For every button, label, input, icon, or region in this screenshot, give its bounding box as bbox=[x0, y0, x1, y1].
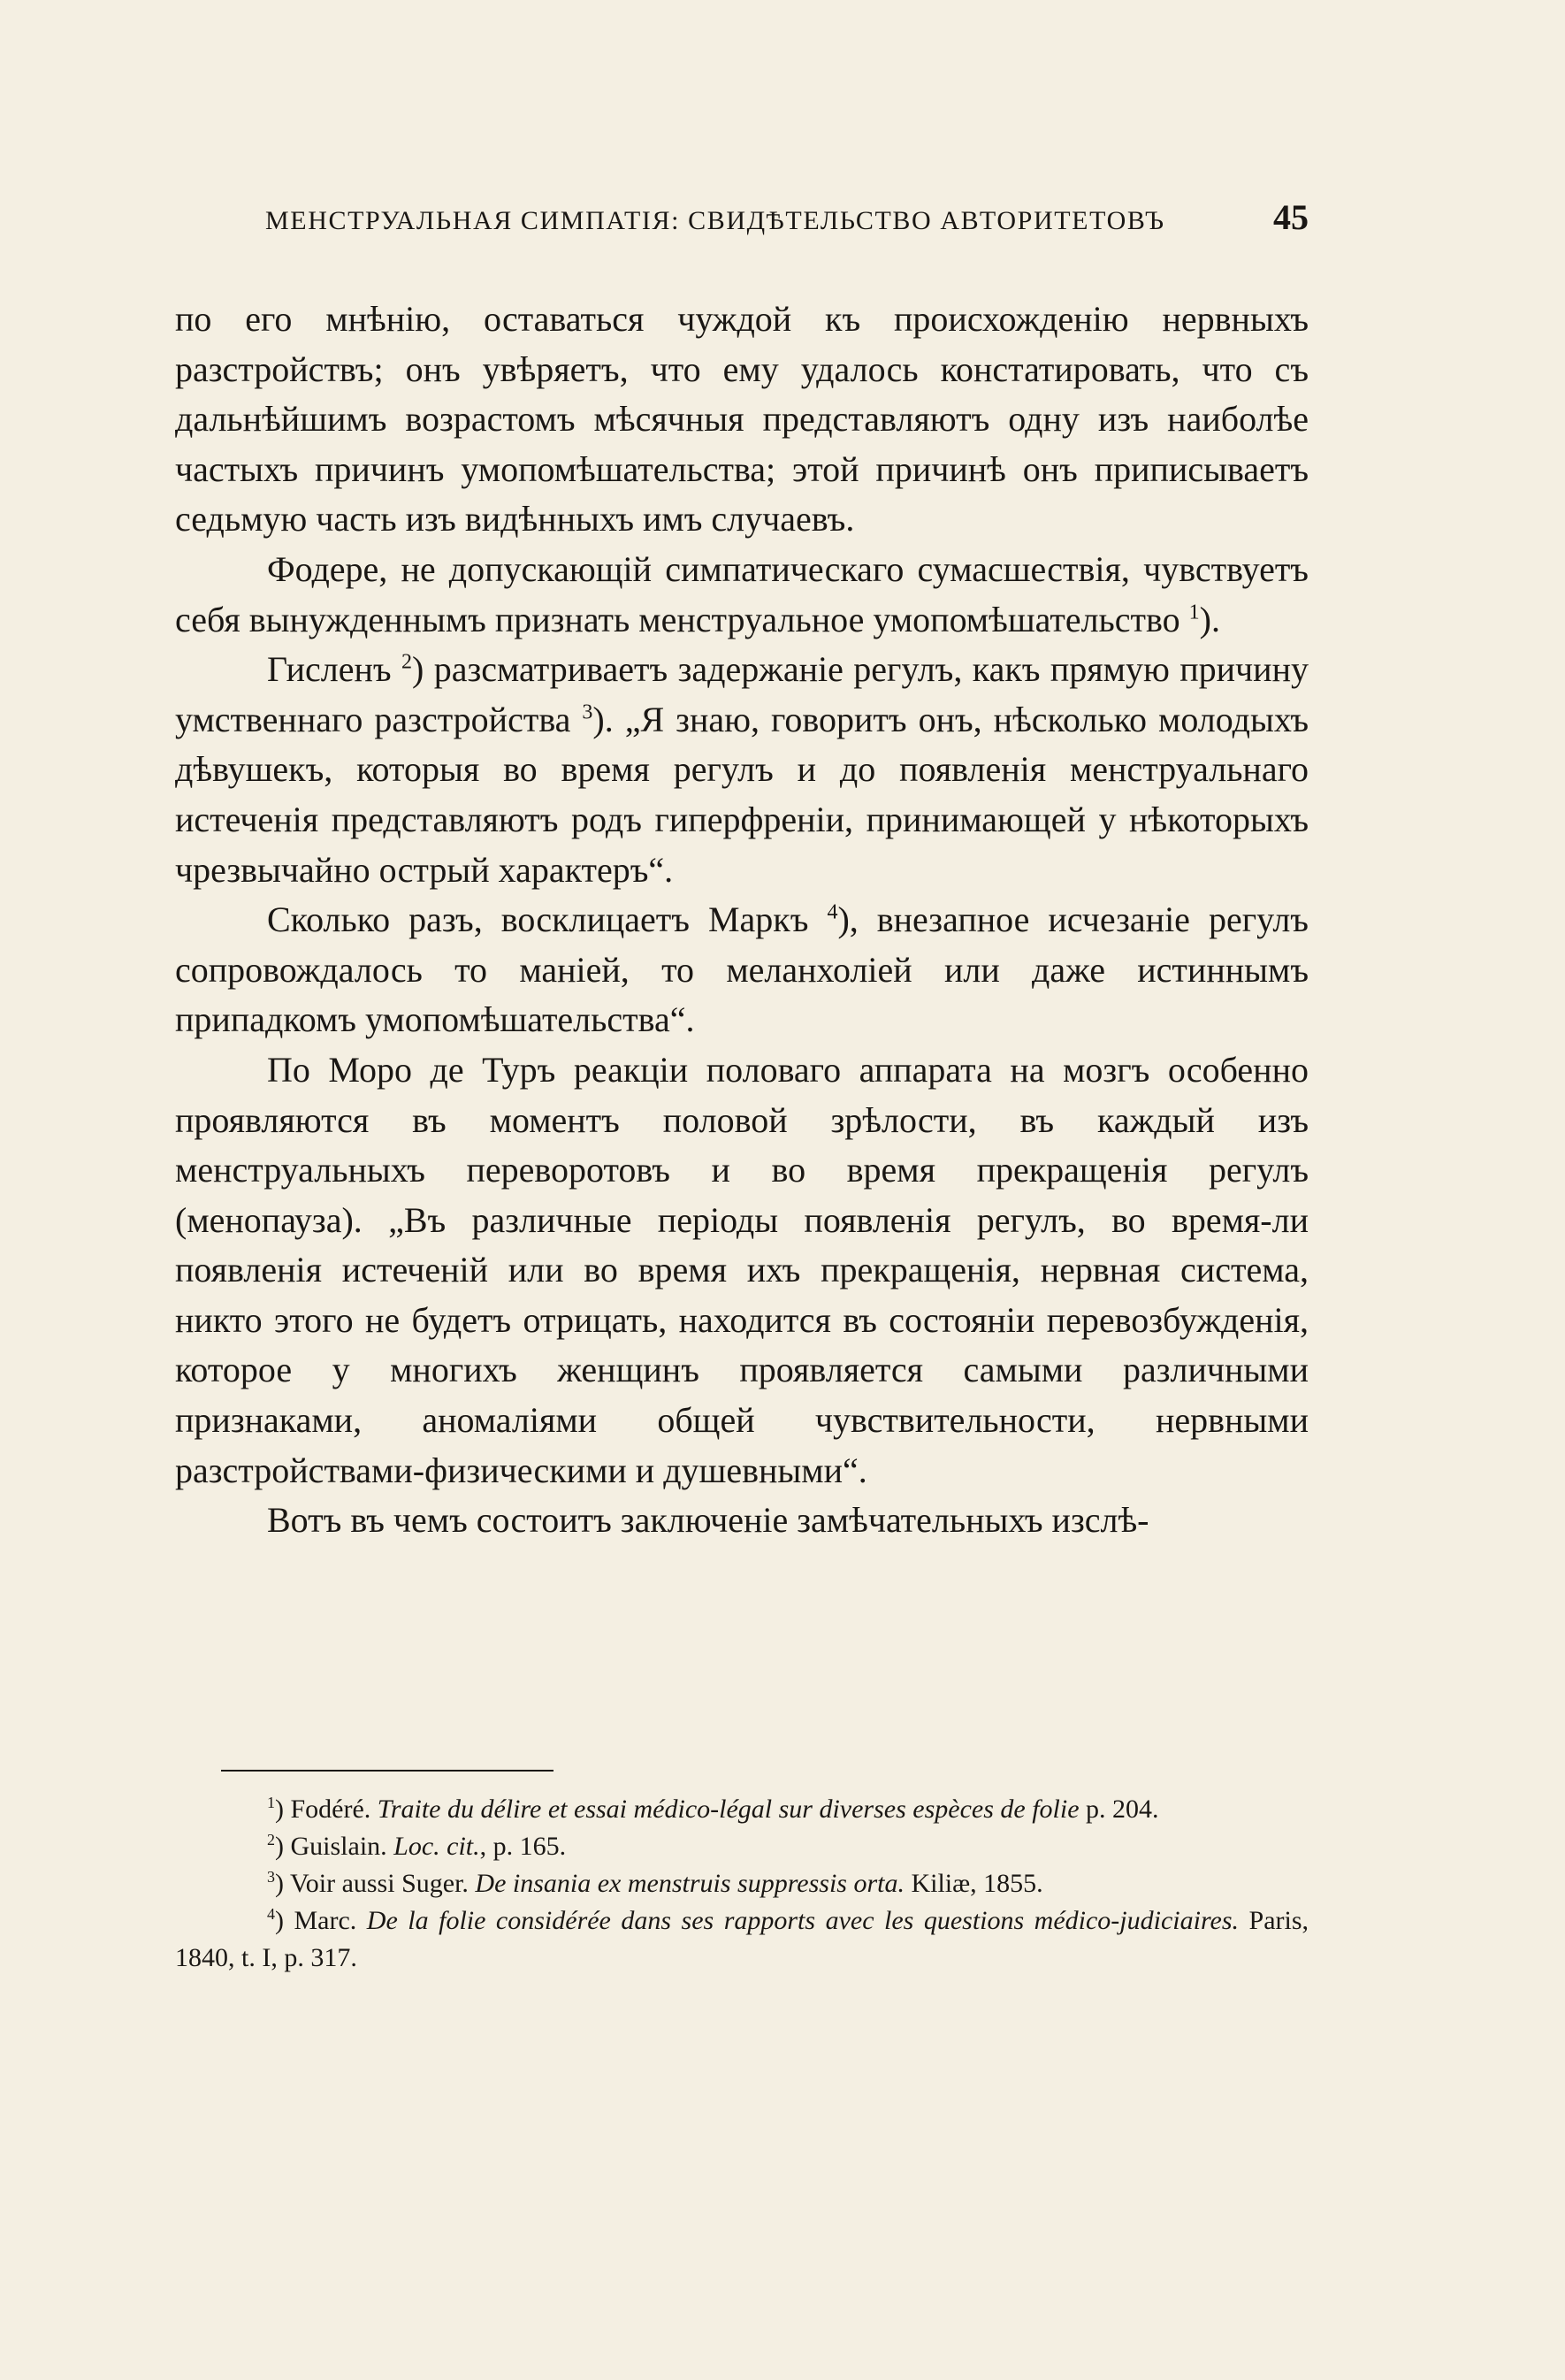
paragraph-6-text: Вотъ въ чемъ состоитъ заключеніе замѣчательныхъ изслѣ- bbox=[267, 1500, 1149, 1541]
footnote-2 bbox=[175, 1828, 1309, 1865]
footnote-title: Loc. cit. bbox=[393, 1832, 480, 1861]
paragraph-1 bbox=[175, 295, 1309, 545]
footnote-rest: p. 204. bbox=[1079, 1795, 1159, 1824]
paragraph-1-text: по его мнѣнію, оставаться чуждой къ происхожденію нервныхъ разстройствъ; онъ увѣряетъ, что ему удалось констатировать, что съ дальнѣйшимъ возрастомъ мѣсячныя представляютъ одну изъ наиболѣе частыхъ причинъ умопомѣшательства; этой причинѣ онъ приписываетъ седьмую часть изъ видѣнныхъ имъ случаевъ. bbox=[175, 299, 1309, 540]
footnote-rest: Kiliæ, 1855. bbox=[904, 1869, 1043, 1898]
footnote-author: ) Marc. bbox=[275, 1906, 367, 1935]
paragraph-3-text-a: Гисленъ bbox=[267, 649, 401, 690]
footnote-rest: , p. 165. bbox=[479, 1832, 567, 1861]
body-text bbox=[175, 295, 1309, 1546]
footnote-ref-4: 4 bbox=[827, 900, 838, 924]
paragraph-3 bbox=[175, 645, 1309, 895]
paragraph-6 bbox=[175, 1496, 1309, 1546]
paragraph-3-text-c: ). „Я знаю, говоритъ онъ, нѣсколько молодыхъ дѣвушекъ, которыя во время регулъ и до появленія менструальнаго истеченія представляютъ родъ гиперфреніи, принимающей у нѣкоторыхъ чрезвычайно острый характеръ“. bbox=[175, 699, 1309, 890]
paragraph-2 bbox=[175, 545, 1309, 645]
footnote-ref-1: 1 bbox=[1188, 601, 1200, 624]
footnote-ref-2: 2 bbox=[401, 650, 412, 674]
paragraph-2-end: ). bbox=[1199, 599, 1220, 639]
footnote-author: ) Voir aussi Suger. bbox=[275, 1869, 476, 1898]
paragraph-4 bbox=[175, 895, 1309, 1045]
paragraph-5-text: По Моро де Туръ реакціи половаго аппарата на мозгъ особенно проявляются въ моментъ половой зрѣлости, въ каждый изъ менструальныхъ переворотовъ и во время прекращенія регулъ (менопауза). „Въ различные періоды появленія регулъ, во время-ли появленія истеченій или во время ихъ прекращенія, нервная система, никто этого не будетъ отрицать, находится въ состояніи перевозбужденія, которое у многихъ женщинъ проявляется самыми различными признаками, аномаліями общей чувствительности, нервными разстройствами-физическими и душевными“. bbox=[175, 1049, 1309, 1490]
footnote-mark: 3 bbox=[267, 1868, 275, 1886]
footnote-author: ) Guislain. bbox=[275, 1832, 394, 1861]
footnote-1 bbox=[175, 1791, 1309, 1828]
footnote-rest: Paris, 1840, t. I, p. 317. bbox=[175, 1906, 1309, 1972]
footnote-title: Traite du délire et essai médico-légal sur diverses espèces de folie bbox=[377, 1795, 1080, 1824]
footnote-title: De la folie considérée dans ses rapports avec les questions médico-judiciaires. bbox=[366, 1906, 1240, 1935]
paragraph-4-text-a: Сколько разъ, восклицаетъ Маркъ bbox=[267, 899, 828, 940]
running-title: МЕНСТРУАЛЬНАЯ СИМПАТІЯ: СВИДѢТЕЛЬСТВО АВТОРИТЕТОВЪ bbox=[265, 206, 1165, 235]
footnotes bbox=[175, 1791, 1309, 1977]
footnote-mark: 2 bbox=[267, 1831, 275, 1848]
page-number: 45 bbox=[1273, 197, 1309, 237]
footnote-title: De insania ex menstruis suppressis orta. bbox=[475, 1869, 905, 1898]
paragraph-3-text-b: ) разсматриваетъ задержаніе регулъ, какъ прямую причину умственнаго разстройства bbox=[175, 649, 1309, 739]
paragraph-4-text-b: ), внезапное исчезаніе регулъ сопровождалось то маніей, то меланхоліей или даже истиннымъ припадкомъ умопомѣшательства“. bbox=[175, 899, 1309, 1040]
footnote-divider bbox=[221, 1770, 553, 1772]
running-head bbox=[265, 196, 1309, 249]
footnote-4 bbox=[175, 1902, 1309, 1977]
footnote-mark: 1 bbox=[267, 1794, 275, 1811]
footnote-mark: 4 bbox=[267, 1905, 275, 1923]
paragraph-5 bbox=[175, 1045, 1309, 1496]
paragraph-2-text: Фодере, не допускающій симпатическаго сумасшествія, чувствуетъ себя вынужденнымъ признать менструальное умопомѣшательство bbox=[175, 548, 1309, 639]
footnote-ref-3: 3 bbox=[582, 700, 593, 724]
footnote-3 bbox=[175, 1865, 1309, 1902]
footnote-author: ) Fodéré. bbox=[275, 1795, 378, 1824]
